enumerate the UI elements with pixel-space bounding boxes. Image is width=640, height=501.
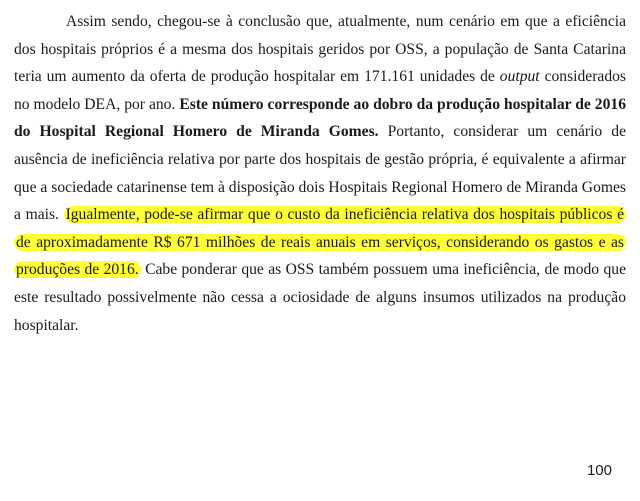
- page-number: 100: [586, 462, 612, 479]
- body-paragraph: [14, 0, 626, 339]
- text-segment-output-italic: output: [499, 68, 540, 86]
- text-segment-portanto: Portanto, considerar um cenário de ausência de ineficiência relativa por parte dos hospitais de gestão própria, é equivalente a afirmar que a sociedade catarinense tem à disposição dois Hospitais Regional Homero de Miranda Gomes a mais.: [14, 123, 626, 224]
- text-segment-conclusion: Cabe ponderar que as OSS também possuem uma ineficiência, de modo que este resultado possivelmente não cessa a ociosidade de alguns insumos utilizados na produção hospitalar.: [14, 261, 626, 334]
- document-page: [14, 0, 626, 339]
- text-segment-bold-statement: Este número corresponde ao dobro da produção hospitalar de 2016 do Hospital Regional Homero de Miranda Gomes.: [14, 95, 626, 141]
- text-segment-dea: considerados no modelo DEA, por ano.: [14, 68, 626, 113]
- text-segment-intro: Assim sendo, chegou-se à conclusão que, atualmente, num cenário em que a eficiência dos hospitais próprios é a mesma dos hospitais geridos por OSS, a população de Santa Catarina teria um aumento da oferta de produção hospitalar em 171.161 unidades de: [14, 13, 626, 86]
- highlighted-text-segment: Igualmente, pode-se afirmar que o custo da ineficiência relativa dos hospitais públicos é de aproximadamente R$ 671 milhões de reais anuais em serviços, considerando os gastos e as produções de 2016.: [16, 206, 624, 279]
